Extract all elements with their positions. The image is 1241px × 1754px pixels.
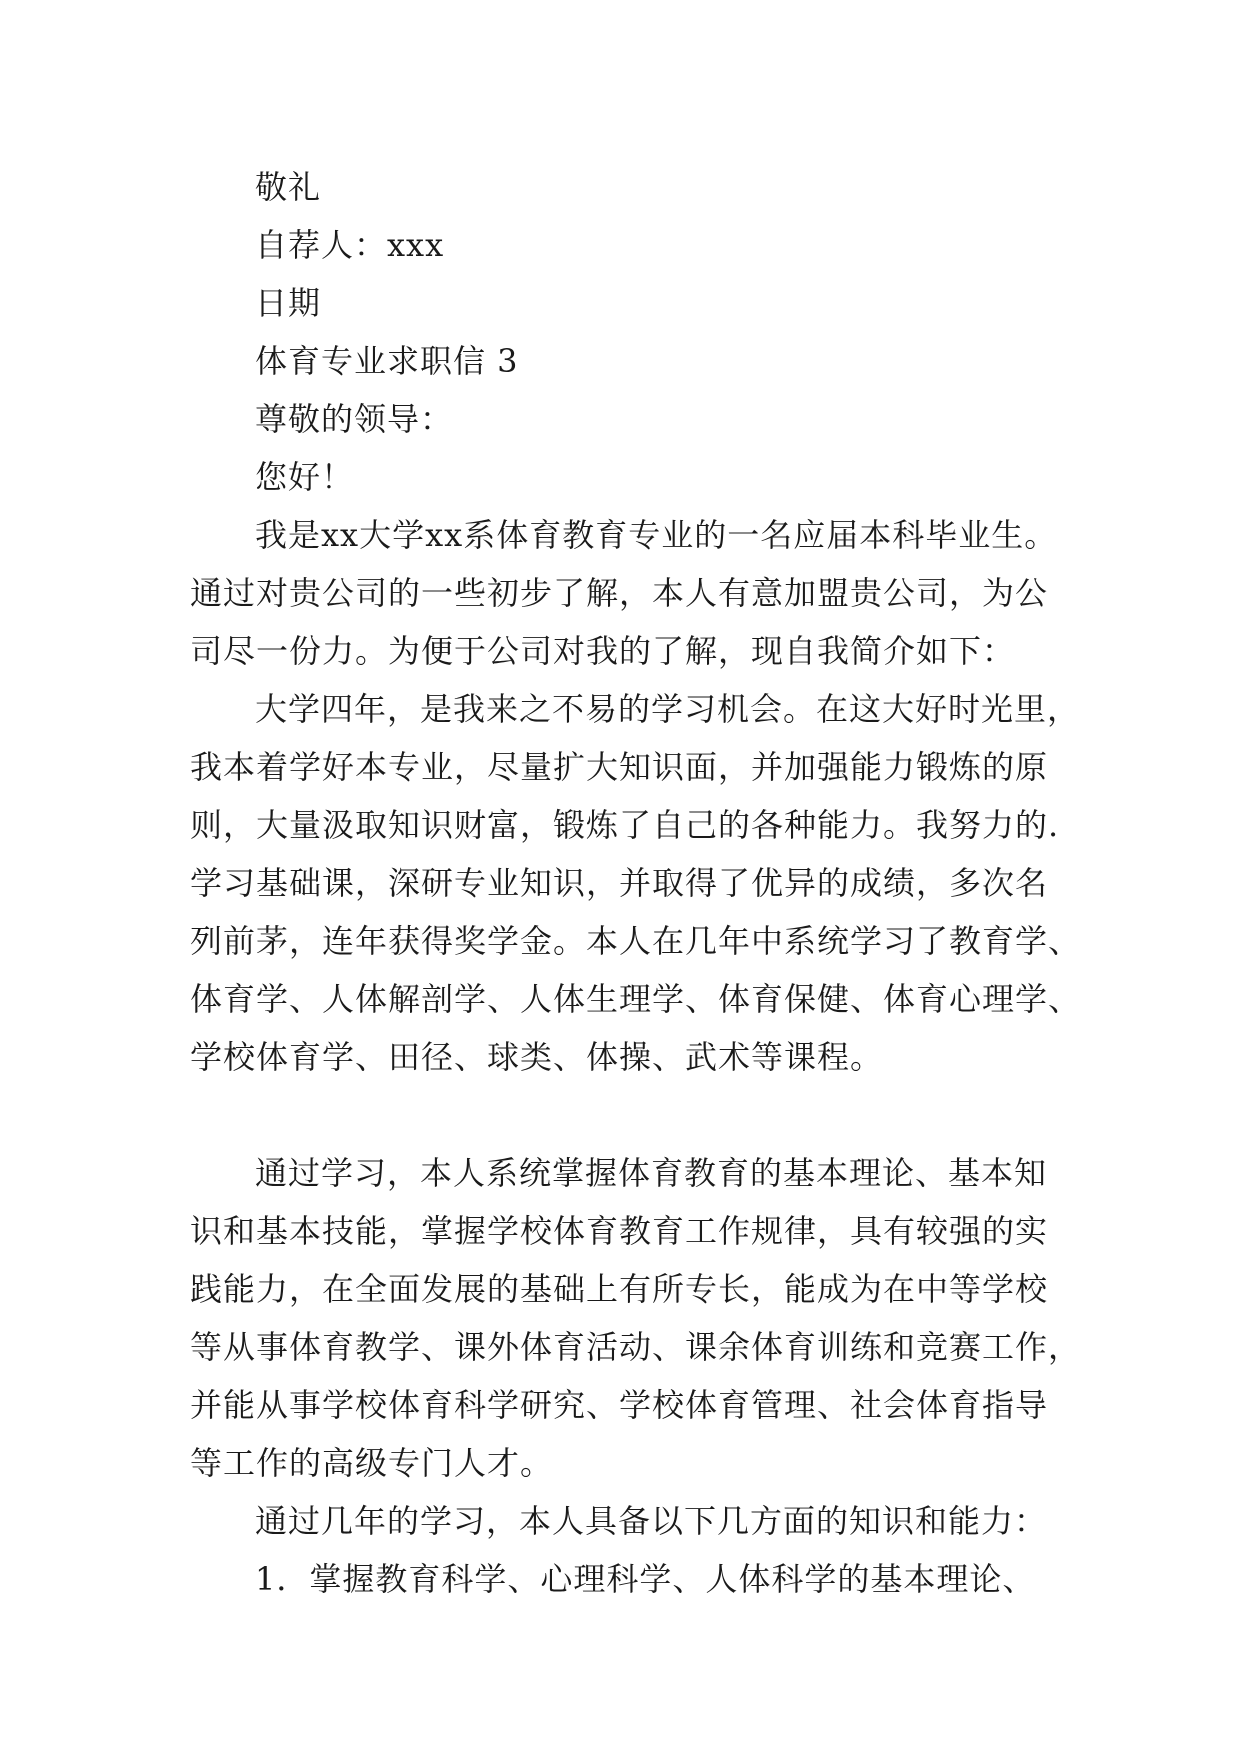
paragraph-line: 学校体育学、田径、球类、体操、武术等课程。	[190, 1038, 884, 1076]
letter-body	[190, 158, 1082, 1608]
paragraph-line: 体育学、人体解剖学、人体生理学、体育保健、体育心理学、	[190, 980, 1082, 1018]
paragraph-line: 我本着学好本专业，尽量扩大知识面，并加强能力锻炼的原	[190, 748, 1049, 786]
paragraph-line	[190, 1086, 1070, 1144]
paragraph-list-item-1	[190, 1550, 1070, 1608]
closing-line: 敬礼	[255, 168, 322, 206]
paragraph-skills	[190, 1144, 1082, 1492]
date-line: 日期	[255, 284, 322, 322]
paragraph-line: 通过对贵公司的一些初步了解，本人有意加盟贵公司，为公	[190, 574, 1049, 612]
paragraph-line: 并能从事学校体育科学研究、学校体育管理、社会体育指导	[190, 1386, 1049, 1424]
salutation-line: 尊敬的领导：	[255, 400, 454, 438]
paragraph-line: 学习基础课，深研专业知识，并取得了优异的成绩，多次名	[190, 864, 1049, 902]
list-item: 1．掌握教育科学、心理科学、人体科学的基本理论、	[255, 1560, 1036, 1598]
paragraph-university-study	[190, 680, 1082, 1144]
paragraph-line: 识和基本技能，掌握学校体育教育工作规律，具有较强的实	[190, 1212, 1049, 1250]
paragraph-line: 通过学习，本人系统掌握体育教育的基本理论、基本知	[255, 1154, 1048, 1192]
paragraph-introduction	[190, 506, 1070, 680]
paragraph-line: 等从事体育教学、课外体育活动、课余体育训练和竞赛工作，	[190, 1328, 1082, 1366]
paragraph-line: 司尽一份力。为便于公司对我的了解，现自我简介如下：	[190, 632, 1016, 670]
letter-heading: 体育专业求职信 3	[255, 342, 519, 380]
paragraph-line: 列前茅，连年获得奖学金。本人在几年中系统学习了教育学、	[190, 922, 1082, 960]
paragraph-line: 则，大量汲取知识财富，锻炼了自己的各种能力。我努力的.	[190, 806, 1060, 844]
paragraph-line: 通过几年的学习，本人具备以下几方面的知识和能力：	[255, 1502, 1048, 1540]
paragraph-line: 大学四年，是我来之不易的学习机会。在这大好时光里，	[255, 690, 1081, 728]
paragraph-line: 我是xx大学xx系体育教育专业的一名应届本科毕业生。	[255, 516, 1058, 554]
paragraph-line: 等工作的高级专门人才。	[190, 1444, 554, 1482]
paragraph-abilities-intro	[190, 1492, 1070, 1550]
signature-line: 自荐人：xxx	[255, 226, 445, 264]
paragraph-line: 践能力，在全面发展的基础上有所专长，能成为在中等学校	[190, 1270, 1049, 1308]
greeting-line: 您好！	[255, 458, 355, 496]
